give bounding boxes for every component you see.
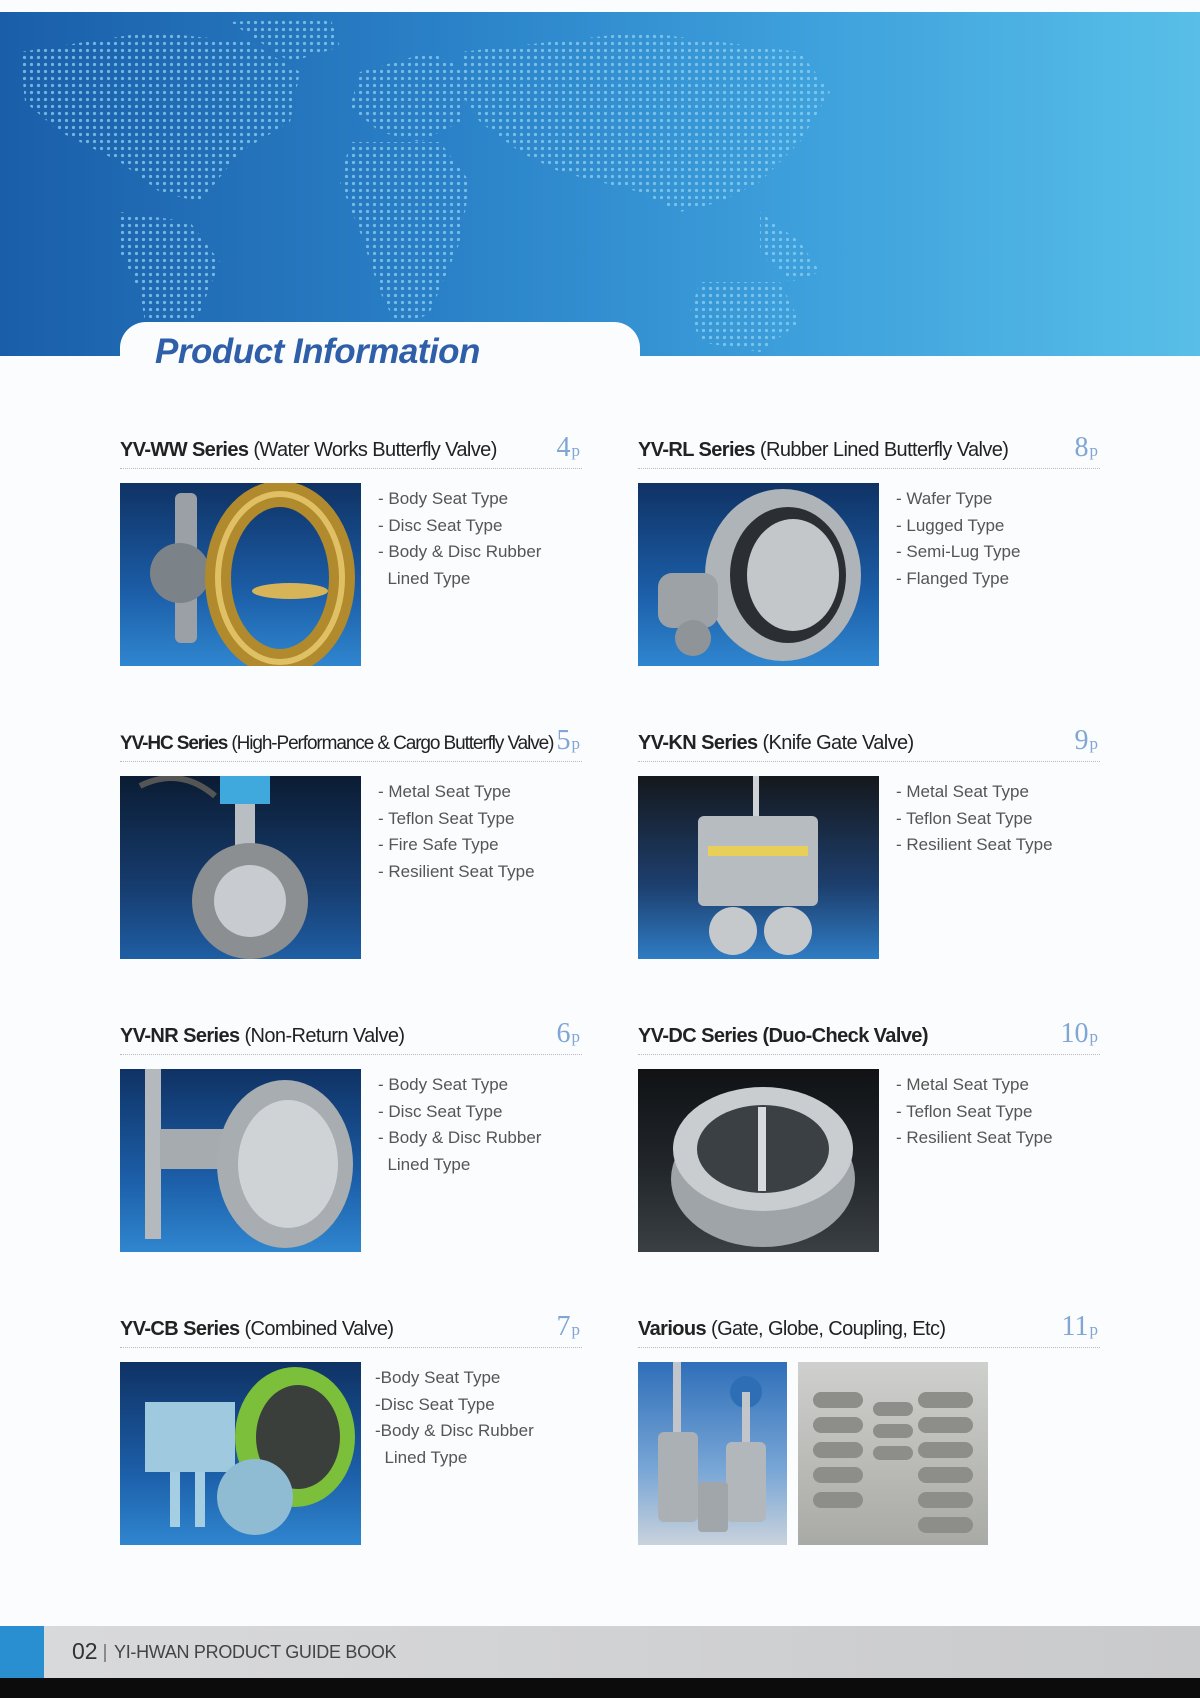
feature-item: - Resilient Seat Type (896, 1128, 1053, 1147)
section-title (120, 1318, 393, 1341)
page-title: Product Information (155, 332, 480, 371)
section-title (638, 439, 1008, 462)
feature-item: -Disc Seat Type (375, 1394, 495, 1414)
page-reference: 7p (556, 1311, 580, 1342)
page-reference: 8p (1074, 432, 1098, 463)
series-name: YV-CB Series (120, 1318, 240, 1340)
feature-item: - Resilient Seat Type (378, 861, 535, 881)
feature-item: - Teflon Seat Type (896, 1101, 1033, 1121)
product-photo-yv-nr (120, 1069, 361, 1252)
section-yv-ww (120, 428, 582, 588)
non-return-valve-icon (120, 1069, 361, 1252)
page-reference: 10p (1060, 1018, 1098, 1049)
series-description: (Non-Return Valve) (239, 1025, 405, 1047)
series-description: (Combined Valve) (239, 1318, 394, 1340)
knife-gate-valve-icon (638, 776, 879, 959)
series-name: YV-RL Series (638, 439, 755, 461)
feature-item: - Fire Safe Type (378, 835, 499, 854)
feature-item: Lined Type (378, 568, 471, 588)
rubber-lined-valve-icon (638, 483, 879, 666)
feature-item: -Body & Disc Rubber (375, 1421, 534, 1440)
gate-valves-icon (638, 1362, 787, 1545)
footer-accent (0, 1626, 44, 1678)
series-name: YV-KN Series (638, 732, 758, 754)
section-title (120, 1025, 405, 1048)
product-photo-gate-globe-valves (638, 1362, 787, 1545)
section-various (638, 1307, 1100, 1348)
footer-page-number: 02 (72, 1638, 98, 1664)
feature-item: - Resilient Seat Type (896, 835, 1053, 854)
feature-item: - Body Seat Type (378, 489, 509, 508)
feature-item: - Flanged Type (896, 568, 1010, 588)
section-title (638, 1025, 928, 1048)
series-name: YV-NR Series (120, 1025, 240, 1047)
feature-item: - Teflon Seat Type (378, 808, 515, 828)
world-map-banner (0, 12, 1200, 356)
section-header (638, 1307, 1100, 1348)
section-yv-dc (638, 1014, 1100, 1147)
feature-item: - Metal Seat Type (896, 782, 1029, 801)
feature-item: - Metal Seat Type (896, 1075, 1029, 1094)
product-photo-yv-rl (638, 483, 879, 666)
section-header (120, 428, 582, 469)
page-reference: 4p (556, 432, 580, 463)
page-reference: 5p (556, 725, 580, 756)
page-reference: 11p (1061, 1311, 1098, 1342)
world-map-icon (0, 12, 1200, 356)
section-yv-nr (120, 1014, 582, 1174)
feature-item: -Body Seat Type (375, 1368, 501, 1387)
feature-item: - Disc Seat Type (378, 515, 503, 535)
product-photo-yv-ww (120, 483, 361, 666)
section-yv-kn (638, 721, 1100, 854)
product-photo-yv-kn (638, 776, 879, 959)
product-photo-couplings (798, 1362, 988, 1545)
feature-list (896, 779, 1053, 859)
feature-item: - Wafer Type (896, 489, 993, 508)
series-description: (Knife Gate Valve) (757, 732, 914, 754)
feature-list (378, 779, 535, 885)
feature-item: - Disc Seat Type (378, 1101, 503, 1121)
duo-check-valve-icon (638, 1069, 879, 1252)
feature-list (896, 486, 1020, 592)
series-name: YV-HC Series (120, 733, 228, 754)
section-header (120, 721, 582, 762)
feature-item: Lined Type (375, 1447, 468, 1467)
series-description: (High-Performance & Cargo Butterfly Valve) (227, 733, 554, 754)
section-title (120, 733, 553, 755)
feature-item: - Semi-Lug Type (896, 542, 1021, 561)
bottom-edge (0, 1678, 1200, 1698)
footer-divider (104, 1644, 106, 1662)
couplings-icon (798, 1362, 988, 1545)
high-performance-valve-icon (120, 776, 361, 959)
feature-list (378, 1072, 541, 1178)
section-header (638, 428, 1100, 469)
feature-list (896, 1072, 1053, 1152)
section-yv-cb (120, 1307, 582, 1467)
section-title (638, 732, 914, 755)
section-yv-rl (638, 428, 1100, 588)
section-title (638, 1318, 945, 1341)
section-header (638, 1014, 1100, 1055)
feature-item: Lined Type (378, 1154, 471, 1174)
series-name: YV-DC Series (Duo-Check Valve) (638, 1025, 928, 1047)
feature-item: - Body & Disc Rubber (378, 542, 542, 561)
page-reference: 9p (1074, 725, 1098, 756)
feature-list (378, 486, 541, 592)
product-photo-yv-dc (638, 1069, 879, 1252)
section-title (120, 439, 497, 462)
series-name: YV-WW Series (120, 439, 249, 461)
feature-item: - Teflon Seat Type (896, 808, 1033, 828)
footer-book-title: YI-HWAN PRODUCT GUIDE BOOK (114, 1642, 397, 1662)
series-name: Various (638, 1318, 707, 1340)
product-photo-yv-cb (120, 1362, 361, 1545)
combined-valve-icon (120, 1362, 361, 1545)
butterfly-valve-icon (120, 483, 361, 666)
page-footer (0, 1626, 1200, 1678)
feature-item: - Lugged Type (896, 515, 1005, 535)
section-header (638, 721, 1100, 762)
section-header (120, 1014, 582, 1055)
section-header (120, 1307, 582, 1348)
section-yv-hc (120, 721, 582, 881)
series-description: (Rubber Lined Butterfly Valve) (754, 439, 1009, 461)
series-description: (Gate, Globe, Coupling, Etc) (706, 1318, 946, 1340)
product-photo-yv-hc (120, 776, 361, 959)
feature-item: - Metal Seat Type (378, 782, 511, 801)
feature-item: - Body & Disc Rubber (378, 1128, 542, 1147)
series-description: (Water Works Butterfly Valve) (248, 439, 497, 461)
feature-list (375, 1365, 534, 1471)
feature-item: - Body Seat Type (378, 1075, 509, 1094)
page-reference: 6p (556, 1018, 580, 1049)
